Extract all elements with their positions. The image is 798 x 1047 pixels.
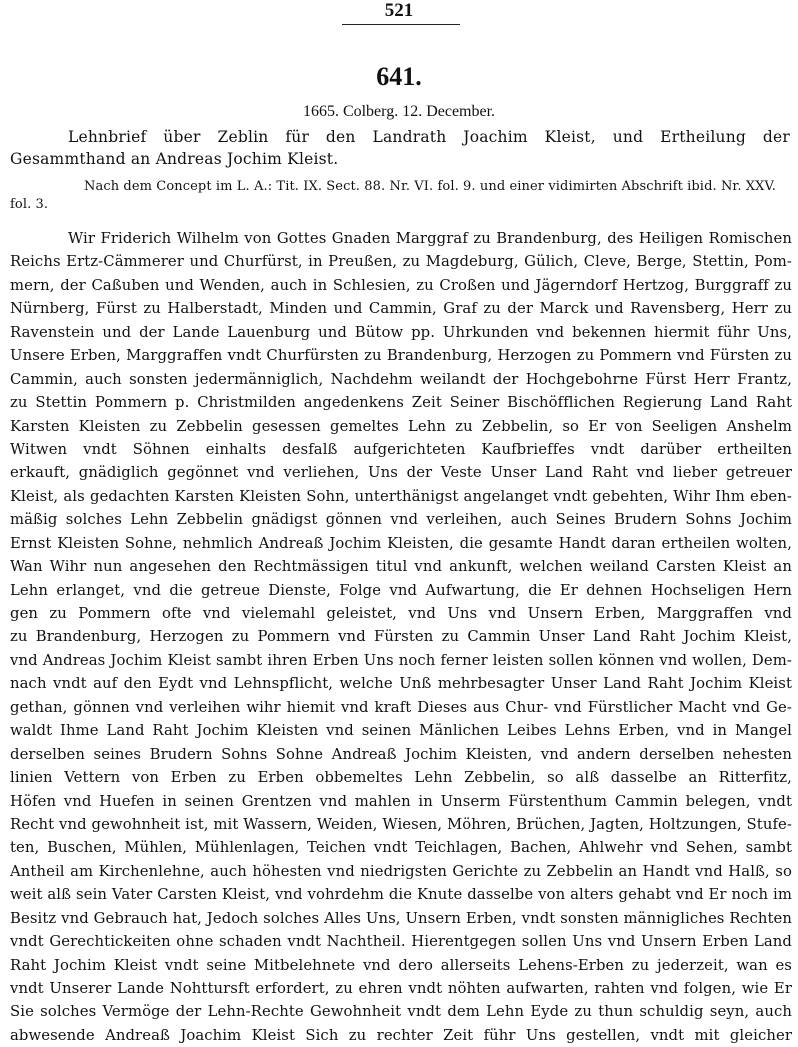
body-line: mäßig solches Lehn Zebbelin gnädigst gönnen vnd verleihen, auch Seines Brudern Sohns Jochim — [10, 511, 792, 529]
body-line: Ravenstein und der Lande Lauenburg und Bütow pp. Uhrkunden vnd bekennen hiermit führ Uns, — [10, 323, 792, 341]
body-line: Kleist, als gedachten Karsten Kleisten Sohn, unterthänigst angelanget vndt gebehten, Wihr Ihm eben- — [10, 487, 792, 505]
body-line: linien Vettern von Erben zu Erben obbemeltes Lehn Zebbelin, so alß dasselbe an Ritterfitz, — [10, 769, 792, 787]
body-line: zu Brandenburg, Herzogen zu Pommern vnd Fürsten zu Cammin Unser Land Raht Jochim Kleist, — [10, 628, 792, 646]
body-line: Witwen vndt Söhnen einhalts desfalß aufgerichteten Kaufbrieffes vndt darüber ertheilten — [10, 440, 792, 458]
body-line: Höfen vnd Huefen in seinen Grentzen vnd mahlen in Unserm Fürstenthum Cammin belegen, vndt — [10, 792, 792, 810]
body-line: gen zu Pommern ofte vnd vielemahl geleistet, vnd Uns vnd Unsern Erben, Marggraffen vnd — [10, 605, 792, 622]
body-line: Unsere Erben, Marggraffen vndt Churfürsten zu Brandenburg, Herzogen zu Pommern vnd Fürsten zu — [10, 347, 792, 365]
body-line: Lehn erlanget, vnd die getreue Dienste, Folge vnd Aufwartung, die Er dehnen Hochseligen Hern — [10, 581, 792, 599]
body-line: Wir Friderich Wilhelm von Gottes Gnaden Marggraf zu Brandenburg, des Heiligen Romischen — [68, 230, 792, 247]
body-line: ten, Buschen, Mühlen, Mühlenlagen, Teichen vndt Teichlagen, Bachen, Ahlwehr vnd Sehen, sambt — [10, 839, 792, 857]
page-number: 521 — [384, 0, 414, 21]
body-line: erkauft, gnädiglich gegönnet vnd verliehen, Uns der Veste Unser Land Raht vnd lieber getreuer — [10, 464, 792, 482]
document-body — [10, 227, 792, 1047]
body-line: Reichs Ertz-Cämmerer und Churfürst, in Preußen, zu Magdeburg, Gülich, Cleve, Berge, Stettin, Pom- — [10, 253, 792, 271]
body-line: Besitz vnd Gebrauch hat, Jedoch solches Alles Uns, Unsern Erben, vndt sonsten männigliches Rechten — [10, 909, 792, 927]
body-line: derselben seines Brudern Sohns Sohne Andreaß Jochim Kleisten, vnd andern derselben nehesten — [10, 745, 792, 763]
header-rule — [342, 24, 460, 25]
body-line: Karsten Kleisten zu Zebbelin gesessen gemeltes Lehn zu Zebbelin, so Er von Seeligen Anshelm — [10, 417, 792, 435]
source-note: Nach dem Concept im L. A.: Tit. IX. Sect. 88. Nr. VI. fol. 9. und einer vidimirten Abschrift ibid. Nr. XXV. fol. 3. — [10, 179, 776, 212]
body-line: zu Stettin Pommern p. Christmilden angedenkens Zeit Seiner Bischöfflichen Regierung Land Raht — [10, 394, 792, 412]
body-line: vndt Gerechtickeiten ohne schaden vndt Nachtheil. Hierentgegen sollen Uns vnd Unsern Erben Land — [10, 933, 792, 951]
body-line: Wan Wihr nun angesehen den Rechtmässigen titul vnd ankunft, welchen weiland Carsten Kleist an — [10, 558, 792, 576]
body-line: Sie solches Vermöge der Lehn-Rechte Gewohnheit vndt dem Lehn Eyde zu thun schuldig seyn, auch — [10, 1003, 792, 1021]
body-line: Ernst Kleisten Sohne, nehmlich Andreaß Jochim Kleisten, die gesamte Handt daran ertheilen wolten, — [10, 534, 792, 552]
body-line: abwesende Andreaß Joachim Kleist Sich zu rechter Zeit führ Uns gestellen, vndt mit gleicher — [10, 1026, 792, 1044]
body-line: nach vndt auf den Eydt vnd Lehnspflicht, welche Unß mehrbesagter Unser Land Raht Jochim Kleist — [10, 675, 792, 693]
body-line: mern, der Caßuben und Wenden, auch in Schlesien, zu Croßen und Jägerndorf Hertzog, Burggraff zu — [10, 276, 792, 294]
document-number: 641. — [376, 62, 422, 91]
body-line: Antheil am Kirchenlehne, auch höhesten vnd niedrigsten Gerichte zu Zebbelin an Handt vnd Halß, so — [10, 862, 792, 880]
date-line: 1665. Colberg. 12. December. — [302, 103, 496, 120]
document-subject: Lehnbrief über Zeblin für den Landrath Joachim Kleist, und Ertheilung der Gesammthand an Andreas Jochim Kleist. — [10, 128, 790, 168]
body-line: Nürnberg, Fürst zu Halberstadt, Minden und Cammin, Graf zu der Marck und Ravensberg, Herr zu — [10, 300, 792, 318]
body-line: Raht Jochim Kleist vndt seine Mitbelehnete vnd dero allerseits Lehens-Erben zu jederzeit, wan es — [10, 956, 792, 974]
body-line: waldt Ihme Land Raht Jochim Kleisten vnd seinen Mänlichen Leibes Lehns Erben, vnd in Mangel — [10, 722, 792, 740]
body-line: gethan, gönnen vnd verleihen wihr hiemit vnd kraft Dieses aus Chur- vnd Fürstlicher Macht vnd Ge- — [10, 698, 792, 716]
body-line: vndt Unserer Lande Nohttursft erfordert, zu ehren vndt nöhten aufwarten, rahten vnd folgen, wie Er — [10, 980, 792, 997]
body-line: Cammin, auch sonsten jedermänniglich, Nachdehm weilandt der Hochgebohrne Fürst Herr Frantz, — [10, 370, 792, 388]
body-line: vnd Andreas Jochim Kleist sambt ihren Erben Uns noch ferner leisten sollen können vnd wollen, Dem- — [10, 651, 792, 669]
body-line: Recht vnd gewohnheit ist, mit Wassern, Weiden, Wiesen, Möhren, Brüchen, Jagten, Holtzungen, Stufe- — [10, 815, 792, 833]
body-line: weit alß sein Vater Carsten Kleist, vnd vohrdehm die Knute dasselbe von alters gehabt vnd Er noch im — [10, 886, 792, 904]
